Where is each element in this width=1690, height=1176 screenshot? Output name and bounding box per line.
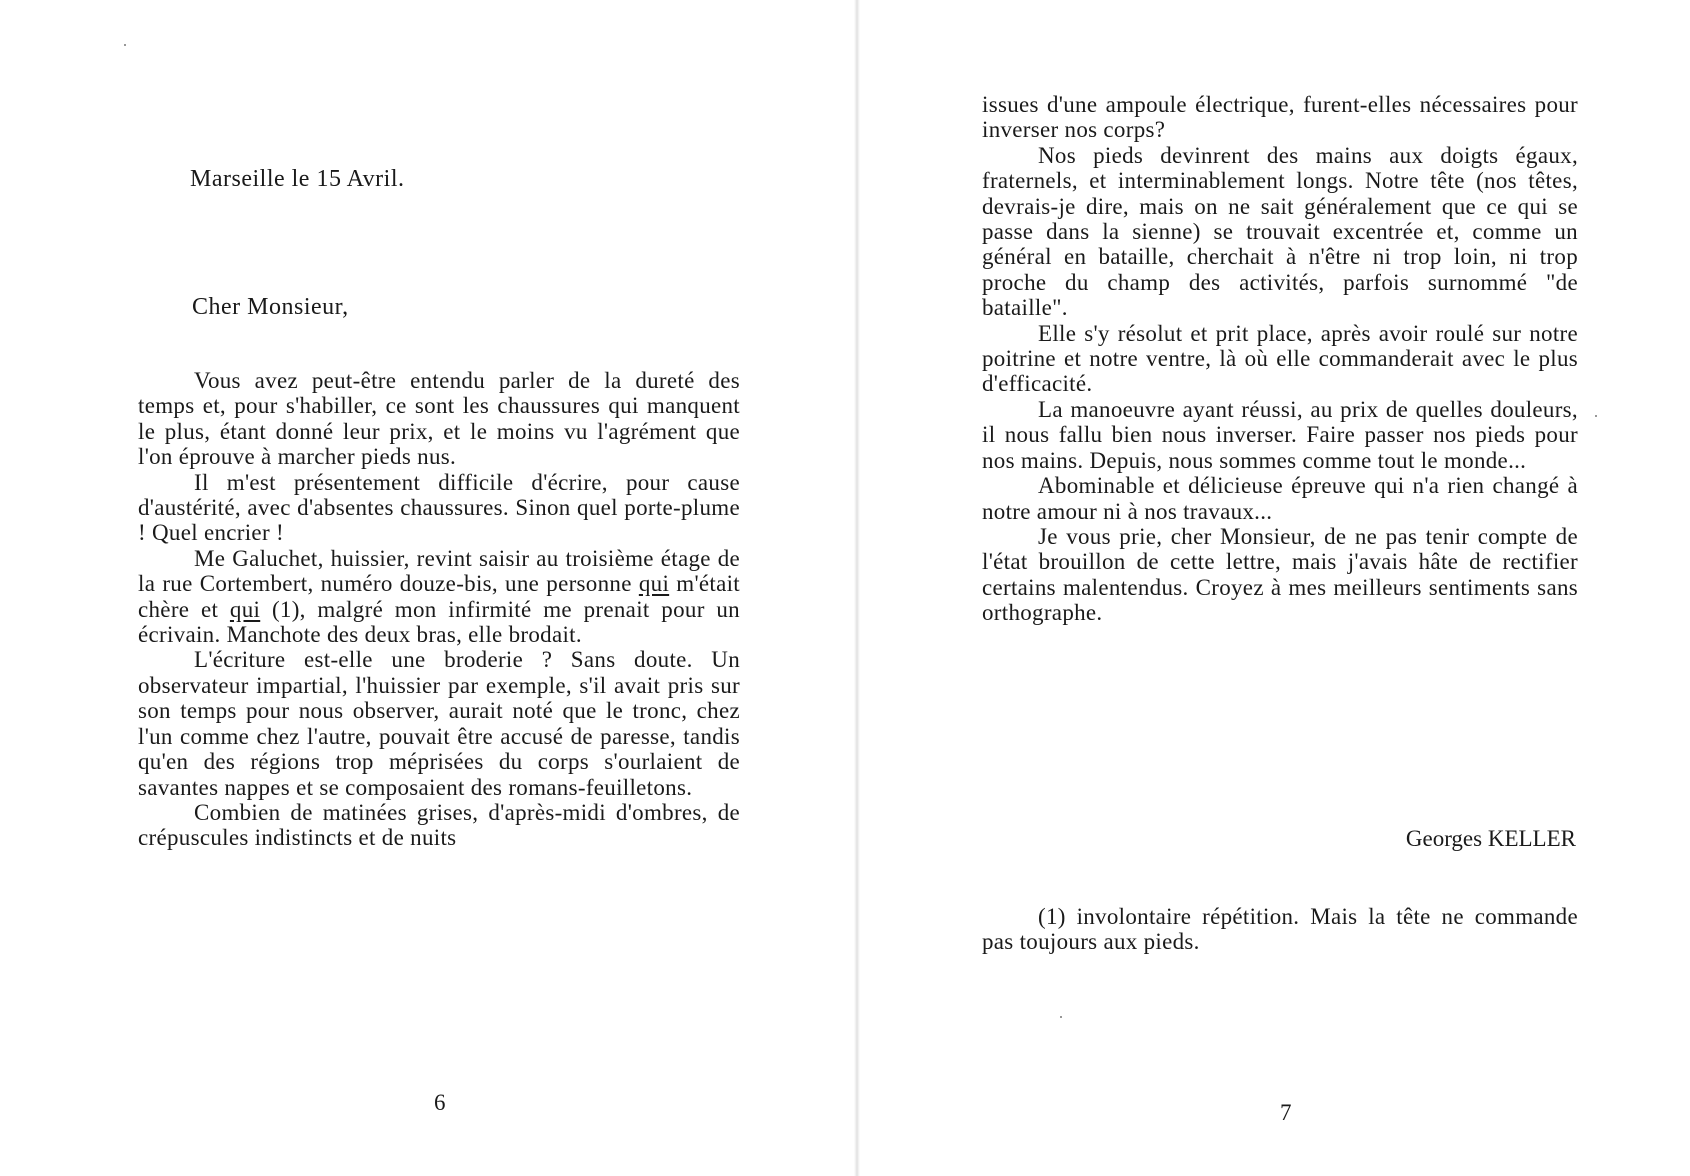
paragraph: Nos pieds devinrent des mains aux doigts égaux, fraternels, et interminablement longs. Notre tête (nos têtes, devrais-je dire, mais on ne sait généralement que ce qui se passe dans la sienne) se trouvait excentrée et, comme un général en bataille, cherchait à n'être ni trop loin, ni trop proche du champ des activités, parfois surnommé "de bataille". xyxy=(982,142,1578,321)
paragraph: Elle s'y résolut et prit place, après avoir roulé sur notre poitrine et notre ventre, là où elle commanderait avec le plus d'efficacité. xyxy=(982,320,1578,397)
letter-salutation: Cher Monsieur, xyxy=(192,294,349,320)
footnote-text: (1) involontaire répétition. Mais la tête ne commande pas toujours aux pieds. xyxy=(982,904,1578,955)
paper-speck xyxy=(1060,1016,1062,1018)
paragraph-text: Me Galuchet, huissier, revint saisir au troisième étage de la rue Cortembert, numéro douze-bis, une personne xyxy=(138,545,740,597)
paragraph: La manoeuvre ayant réussi, au prix de quelles douleurs, il nous fallu bien nous inverser. Faire passer nos pieds pour nos mains. Depuis, nous sommes comme tout le monde... xyxy=(982,396,1578,473)
paragraph: Vous avez peut-être entendu parler de la dureté des temps et, pour s'habiller, ce sont les chaussures qui manquent le plus, étant donné leur prix, et le moins vu l'agrément que l'on éprouve à marcher pieds nus. xyxy=(138,368,740,470)
paragraph: Je vous prie, cher Monsieur, de ne pas tenir compte de l'état brouillon de cette lettre, mais j'avais hâte de rectifier certains malentendus. Croyez à mes meilleurs sentiments sans orthographe. xyxy=(982,523,1578,626)
right-body-text xyxy=(982,92,1578,626)
paragraph: Combien de matinées grises, d'après-midi d'ombres, de crépuscules indistincts et de nuits xyxy=(138,799,740,851)
letter-date: Marseille le 15 Avril. xyxy=(190,166,405,192)
left-body-text xyxy=(138,368,740,851)
page-number: 6 xyxy=(434,1090,446,1115)
signature: Georges KELLER xyxy=(1405,826,1576,851)
paragraph xyxy=(138,546,740,648)
paragraph: Abominable et délicieuse épreuve qui n'a rien changé à notre amour ni à nos travaux... xyxy=(982,473,1578,524)
paragraph-text: m'était chère et xyxy=(138,571,740,622)
paragraph: L'écriture est-elle une broderie ? Sans doute. Un observateur impartial, l'huissier par exemple, s'il avait pris sur son temps pour nous observer, aurait noté que le tronc, chez l'un comme chez l'autre, pouvait être accusé de paresse, tandis qu'en des régions trop méprisées du corps s'ourlaient de savantes nappes et se composaient des romans-feuilletons. xyxy=(138,647,740,800)
paragraph-text: (1), malgré mon infirmité me prenait pour un écrivain. Manchote des deux bras, elle brodait. xyxy=(138,596,740,648)
right-page xyxy=(860,0,1690,1176)
paragraph: issues d'une ampoule électrique, furent-elles nécessaires pour inverser nos corps? xyxy=(982,92,1578,143)
underlined-word: qui xyxy=(229,596,261,622)
paper-speck xyxy=(1595,415,1597,417)
underlined-word: qui xyxy=(638,571,670,597)
paragraph: Il m'est présentement difficile d'écrire, pour cause d'austérité, avec d'absentes chaussures. Sinon quel porte-plume ! Quel encrier ! xyxy=(138,469,740,546)
page-number: 7 xyxy=(1280,1100,1292,1125)
footnote xyxy=(982,904,1578,955)
paper-speck xyxy=(124,44,126,46)
